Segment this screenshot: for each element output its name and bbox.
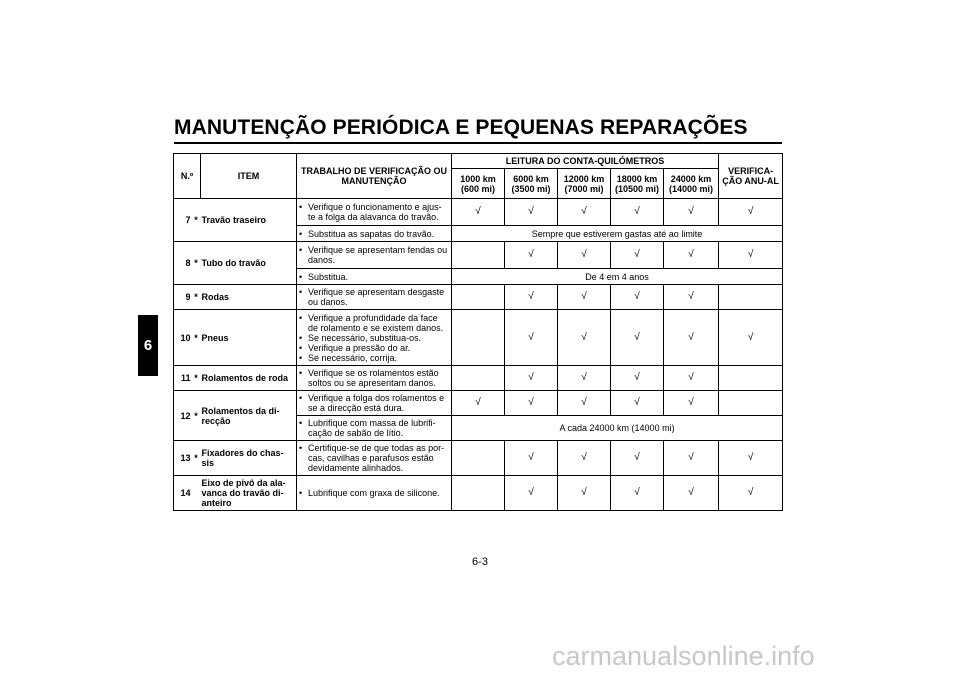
row-number: 13 [174,441,192,476]
check-mark: √ [505,391,558,416]
check-mark: √ [558,310,611,366]
row-interval: Sempre que estiverem gastas até ao limite [452,226,783,242]
empty-cell [452,476,505,511]
row-number: 12 [174,391,192,441]
empty-cell [452,242,505,269]
check-mark: √ [558,391,611,416]
row-item: Eixo de pivô da ala-vanca do travão di-anteiro [201,476,297,511]
row-work: • Verifique a profundidade da face de rolamento e se existem danos. • Se necessário, substitua-os. • Verifique a pressão do ar. • Se necessário, corrija. [297,310,452,366]
table-row [174,391,783,416]
row-work: • Verifique se os rolamentos estão soltos ou se apresentam danos. [297,366,452,391]
check-mark: √ [611,391,664,416]
row-item: Rolamentos da di-recção [201,391,297,441]
empty-cell [719,285,783,310]
check-mark: √ [611,441,664,476]
header-km-2: 6000 km (3500 mi) [505,169,558,199]
check-mark: √ [505,285,558,310]
row-star: * [192,310,201,366]
check-mark: √ [558,285,611,310]
check-mark: √ [611,366,664,391]
check-mark: √ [558,242,611,269]
row-number: 10 [174,310,192,366]
row-star: * [192,242,201,285]
row-star: * [192,285,201,310]
row-work: • Certifique-se de que todas as por-cas, cavilhas e parafusos estão devidamente alinhados. [297,441,452,476]
header-row [174,154,783,169]
row-interval: A cada 24000 km (14000 mi) [452,416,783,441]
row-interval: De 4 em 4 anos [452,269,783,285]
row-number: 14 [174,476,192,511]
row-work: • Verifique o funcionamento e ajus-te a folga da alavanca do travão. [297,199,452,226]
check-mark: √ [558,199,611,226]
row-work: • Lubrifique com graxa de silicone. [297,476,452,511]
table-row [174,242,783,269]
check-mark: √ [505,476,558,511]
row-item: Fixadores do chas-sis [201,441,297,476]
check-mark: √ [505,441,558,476]
check-mark: √ [505,242,558,269]
empty-cell [452,366,505,391]
check-mark: √ [719,310,783,366]
title-rule [174,142,782,144]
check-mark: √ [505,366,558,391]
row-item: Travão traseiro [201,199,297,242]
check-mark: √ [664,366,719,391]
table-row [174,199,783,226]
row-item: Tubo do travão [201,242,297,285]
check-mark: √ [664,441,719,476]
table-row [174,285,783,310]
chapter-tab: 6 [138,315,158,376]
table-row [174,310,783,366]
row-item: Pneus [201,310,297,366]
check-mark: √ [452,199,505,226]
check-mark: √ [452,391,505,416]
header-km-5: 24000 km (14000 mi) [664,169,719,199]
page-title: MANUTENÇÃO PERIÓDICA E PEQUENAS REPARAÇÕES [174,116,748,139]
table-row [174,476,783,511]
check-mark: √ [664,391,719,416]
row-item: Rodas [201,285,297,310]
page-number: 6-3 [472,556,488,568]
header-km-4: 18000 km (10500 mi) [611,169,664,199]
row-item: Rolamentos de roda [201,366,297,391]
check-mark: √ [611,476,664,511]
row-star: * [192,366,201,391]
row-star: * [192,391,201,441]
check-mark: √ [611,310,664,366]
row-work: • Lubrifique com massa de lubrifi-cação de sabão de lítio. [297,416,452,441]
row-number: 11 [174,366,192,391]
header-item: ITEM [201,154,297,199]
table-row [174,441,783,476]
row-star [192,476,201,511]
header-no: N.º [174,154,201,199]
check-mark: √ [664,285,719,310]
check-mark: √ [558,476,611,511]
row-star: * [192,199,201,242]
empty-cell [452,285,505,310]
check-mark: √ [505,199,558,226]
check-mark: √ [611,199,664,226]
row-star: * [192,441,201,476]
check-mark: √ [719,476,783,511]
check-mark: √ [611,242,664,269]
check-mark: √ [558,366,611,391]
check-mark: √ [664,310,719,366]
row-work: • Substitua as sapatas do travão. [297,226,452,242]
row-work: • Verifique a folga dos rolamentos e se a direcção está dura. [297,391,452,416]
check-mark: √ [719,441,783,476]
check-mark: √ [664,199,719,226]
empty-cell [719,391,783,416]
header-work: TRABALHO DE VERIFICAÇÃO OU MANUTENÇÃO [297,154,452,199]
row-number: 8 [174,242,192,285]
maintenance-table [173,153,783,511]
empty-cell [452,310,505,366]
check-mark: √ [558,441,611,476]
row-work: • Verifique se apresentam fendas ou danos. [297,242,452,269]
check-mark: √ [664,476,719,511]
header-km-3: 12000 km (7000 mi) [558,169,611,199]
row-number: 9 [174,285,192,310]
check-mark: √ [719,242,783,269]
row-work: • Verifique se apresentam desgaste ou danos. [297,285,452,310]
header-annual: VERIFICA-ÇÃO ANU-AL [719,154,783,199]
check-mark: √ [505,310,558,366]
watermark: carmanualsonline.info [552,641,815,671]
check-mark: √ [611,285,664,310]
check-mark: √ [719,199,783,226]
header-km-1: 1000 km (600 mi) [452,169,505,199]
row-number: 7 [174,199,192,242]
empty-cell [452,441,505,476]
header-odometer: LEITURA DO CONTA-QUILÓMETROS [452,154,719,169]
row-work: • Substitua. [297,269,452,285]
empty-cell [719,366,783,391]
table-row [174,366,783,391]
check-mark: √ [664,242,719,269]
